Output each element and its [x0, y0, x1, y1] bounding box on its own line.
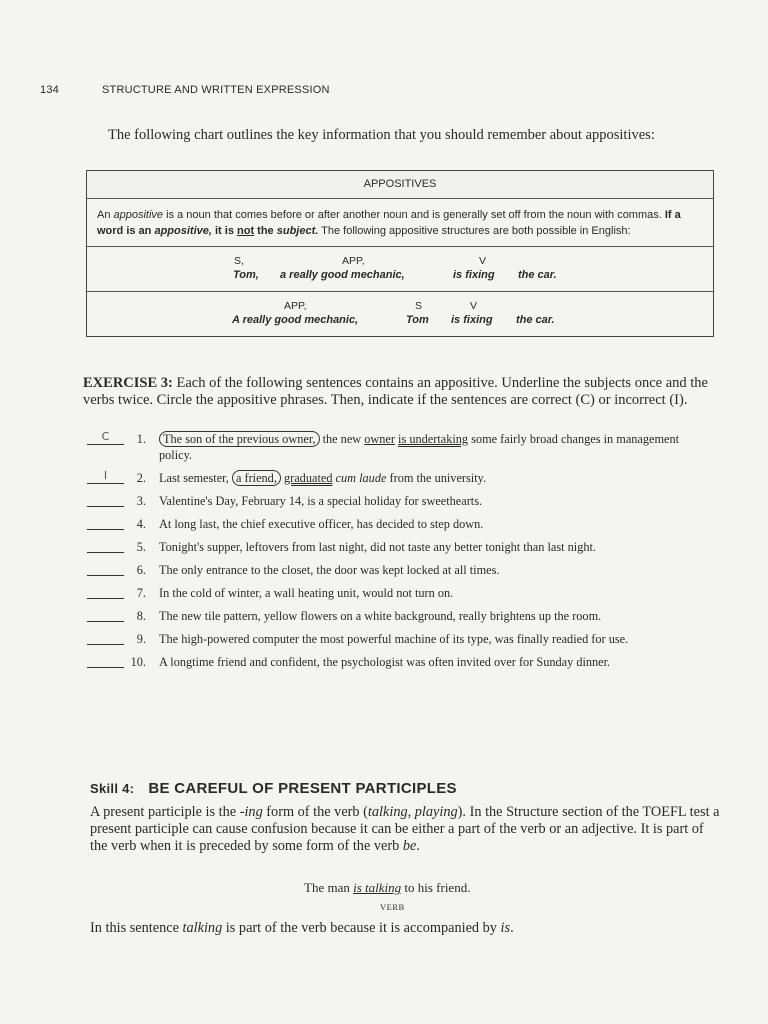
item-text: The high-powered computer the most powerful machine of its type, was finally readied for use.: [159, 632, 629, 646]
closing-sentence: [90, 920, 514, 937]
answer-blank[interactable]: [87, 539, 124, 553]
item-text: from the university.: [386, 471, 487, 485]
answer-blank[interactable]: [87, 631, 124, 645]
appositives-chart: [86, 170, 714, 337]
closing-text: is part of the verb because it is accompanied by: [222, 920, 501, 936]
underlined-verb: is undertaking: [398, 432, 469, 446]
answer-blank[interactable]: [87, 516, 124, 530]
underlined-subject: owner: [364, 432, 395, 446]
closing-text: In this sentence: [90, 920, 183, 936]
exercise-item-1: [83, 431, 683, 463]
item-text: Tonight's supper, leftovers from last night, did not taste any better tonight than last night.: [159, 540, 596, 554]
item-text: A longtime friend and confident, the psychologist was often invited over for Sunday dinner.: [159, 655, 611, 669]
example-object: the car.: [516, 314, 555, 326]
answer-blank[interactable]: [87, 493, 124, 507]
item-text: The new tile pattern, yellow flowers on a white background, really brightens up the room.: [159, 609, 602, 623]
item-text: Last semester,: [159, 471, 232, 485]
desc-rule-term: appositive,: [154, 225, 212, 237]
example-verb: is fixing: [453, 269, 495, 281]
answer-blank[interactable]: [87, 654, 124, 668]
item-text: At long last, the chief executive officer, has decided to step down.: [159, 517, 484, 531]
para-italic: talking, playing: [367, 804, 458, 820]
para-italic: be: [402, 838, 417, 854]
label-v: V: [470, 300, 478, 312]
circled-appositive: a friend,: [232, 470, 281, 486]
answer-blank[interactable]: I: [87, 470, 124, 484]
desc-rule: If a word is an: [97, 209, 681, 237]
item-text: Valentine's Day, February 14, is a special holiday for sweethearts.: [159, 494, 483, 508]
example-text: to his friend.: [401, 880, 471, 895]
example-verb: is fixing: [451, 314, 493, 326]
label-s: S: [415, 300, 423, 312]
label-app: APP,: [284, 300, 307, 312]
verb-label: VERB: [380, 902, 405, 912]
label-v: V: [479, 255, 487, 267]
item-text: In the cold of winter, a wall heating unit, would not turn on.: [159, 586, 454, 600]
desc-text: An: [97, 209, 114, 221]
item-number: 10.: [130, 655, 146, 669]
chart-description: [87, 199, 713, 247]
circled-appositive: The son of the previous owner,: [159, 431, 320, 447]
exercise-items: [83, 431, 683, 677]
para-text: form of the verb (: [262, 804, 368, 820]
item-text: The only entrance to the closet, the door was kept locked at all times.: [159, 563, 500, 577]
chart-example-1: [87, 247, 713, 292]
exercise-item-5: [83, 539, 683, 555]
answer-blank[interactable]: [87, 608, 124, 622]
exercise-instructions: [83, 375, 715, 409]
page-header: [40, 84, 330, 96]
item-number: 7.: [136, 586, 146, 600]
answer-blank[interactable]: [87, 585, 124, 599]
para-text: ). In the Structure section of the TOEFL test a present participle can cause confusion because it can be either a part of the verb or an adjective. It is part of the verb when it is preceded by some form of the verb: [90, 804, 720, 854]
closing-italic: talking: [182, 920, 223, 936]
exercise-item-9: [83, 631, 683, 647]
item-number: 9.: [136, 632, 146, 646]
answer-blank[interactable]: C: [87, 431, 124, 445]
exercise-title: EXERCISE 3:: [83, 375, 173, 391]
intro-paragraph: The following chart outlines the key information that you should remember about appositives:: [108, 127, 655, 143]
exercise-item-10: [83, 654, 683, 670]
item-number: 1.: [136, 432, 146, 446]
example-verb: is talking: [353, 880, 402, 895]
page-number: 134: [40, 84, 59, 96]
para-text: .: [416, 838, 420, 854]
label-s: S,: [234, 255, 244, 267]
exercise-item-2: [83, 470, 683, 486]
skill-paragraph: [90, 804, 720, 855]
desc-text: The following appositive structures are both possible in English:: [318, 225, 631, 237]
italic-phrase: cum laude: [335, 471, 387, 485]
exercise-item-8: [83, 608, 683, 624]
item-text: the new: [319, 432, 365, 446]
example-appositive: A really good mechanic,: [232, 314, 359, 326]
label-app: APP,: [342, 255, 365, 267]
closing-text: .: [510, 920, 514, 936]
item-number: 3.: [136, 494, 146, 508]
chart-example-2: [87, 292, 713, 336]
desc-term: appositive: [113, 209, 164, 221]
item-number: 4.: [136, 517, 146, 531]
exercise-item-4: [83, 516, 683, 532]
item-number: 8.: [136, 609, 146, 623]
exercise-item-6: [83, 562, 683, 578]
desc-rule-not: not: [237, 225, 255, 237]
example-subject: Tom: [406, 314, 429, 326]
skill-label: Skill 4:: [90, 781, 135, 796]
item-text: some fairly broad changes in management policy.: [159, 432, 680, 462]
exercise-text: Each of the following sentences contains an appositive. Underline the subjects once and the verbs twice. Circle the appositive phrases. Then, indicate if the sentences are correct (C) or incorrect (I).: [83, 375, 708, 408]
exercise-item-7: [83, 585, 683, 601]
item-number: 5.: [136, 540, 146, 554]
closing-italic: is: [500, 920, 511, 936]
desc-rule: it is: [211, 225, 237, 237]
para-text: A present participle is the: [90, 804, 240, 820]
example-subject: Tom,: [233, 269, 259, 281]
example-object: the car.: [518, 269, 557, 281]
example-text: The man: [304, 880, 354, 895]
desc-rule: the: [254, 225, 277, 237]
example-appositive: a really good mechanic,: [280, 269, 405, 281]
exercise-item-3: [83, 493, 683, 509]
underlined-verb: graduated: [283, 471, 333, 485]
running-title: STRUCTURE AND WRITTEN EXPRESSION: [102, 84, 330, 96]
item-number: 6.: [136, 563, 146, 577]
answer-blank[interactable]: [87, 562, 124, 576]
desc-text: is a noun that comes before or after another noun and is generally set off from the noun with commas.: [163, 209, 665, 221]
skill-title: BE CAREFUL OF PRESENT PARTICIPLES: [148, 780, 457, 797]
chart-title: APPOSITIVES: [87, 171, 713, 199]
example-sentence: [304, 880, 470, 896]
item-number: 2.: [136, 471, 146, 485]
para-italic: -ing: [239, 804, 263, 820]
desc-rule-term: subject.: [276, 225, 319, 237]
skill-heading: [90, 780, 457, 797]
